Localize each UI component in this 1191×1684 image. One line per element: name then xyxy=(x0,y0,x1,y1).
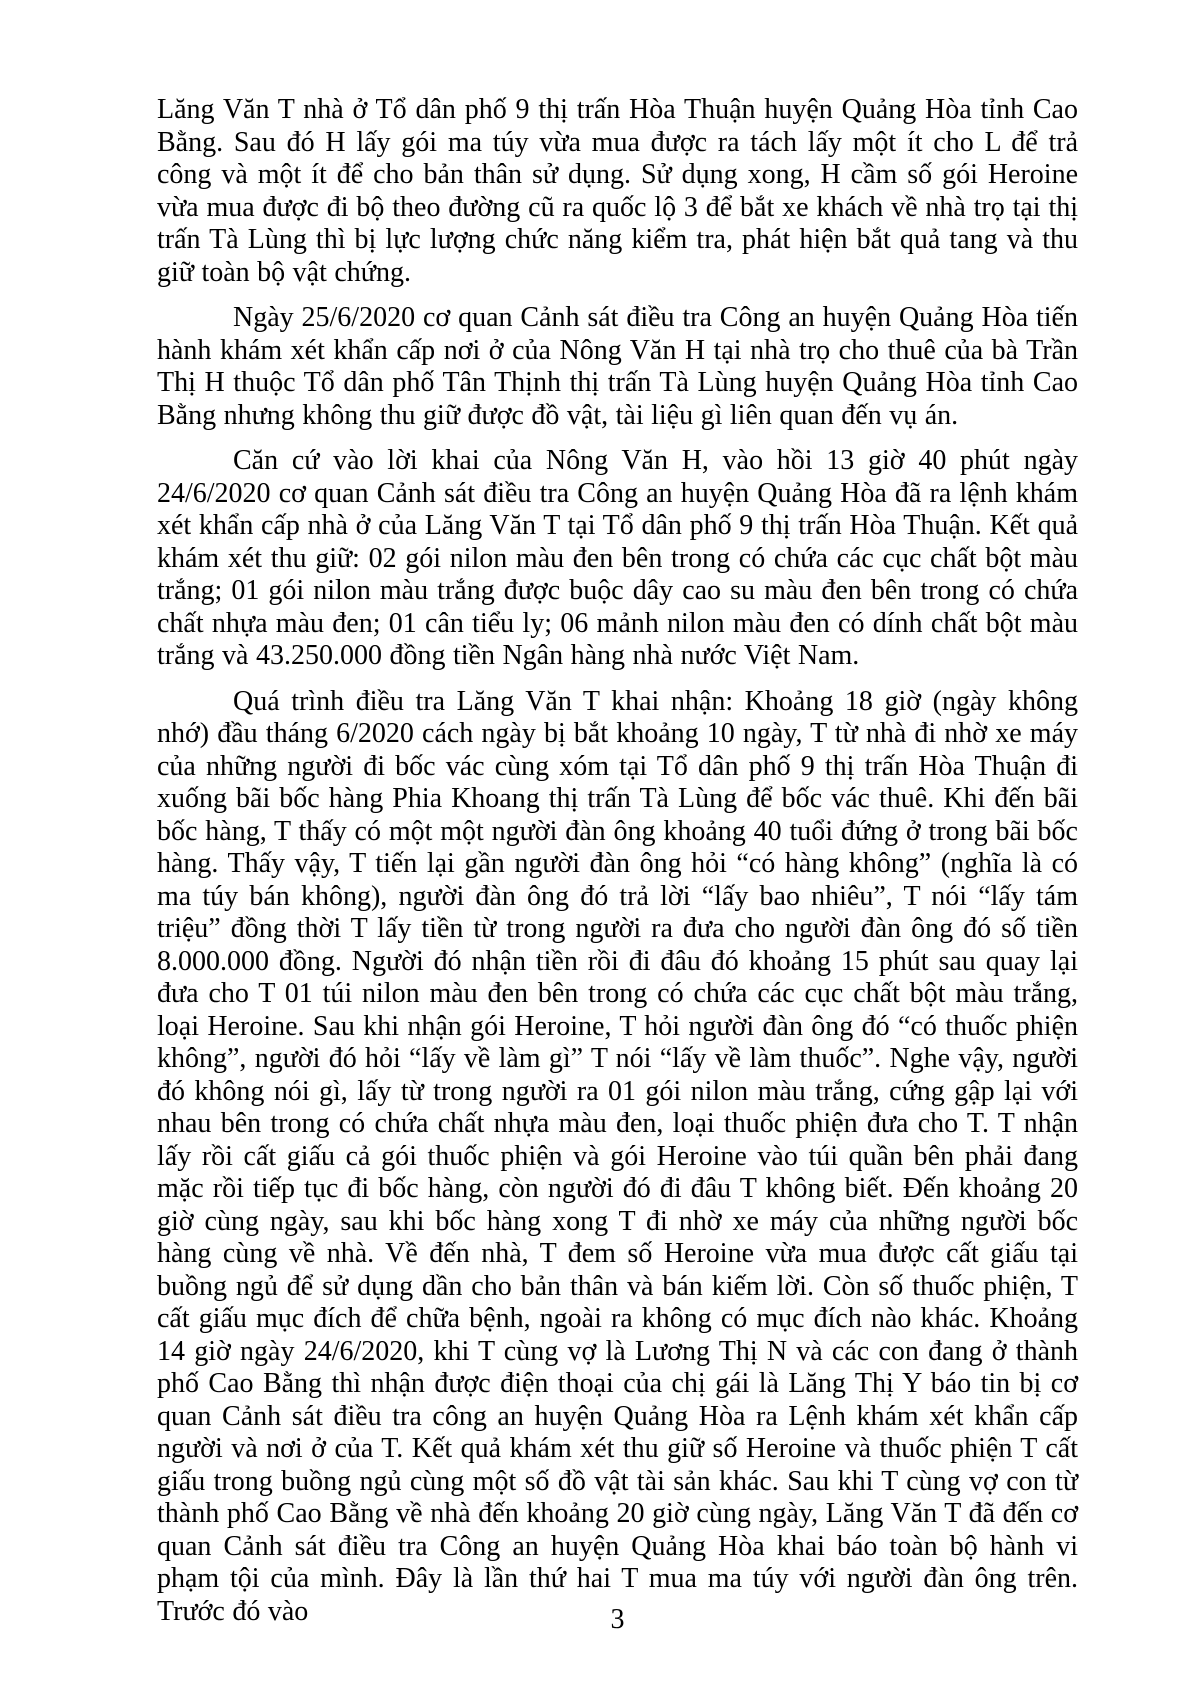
paragraph-search-warrant-result: Căn cứ vào lời khai của Nông Văn H, vào hồi 13 giờ 40 phút ngày 24/6/2020 cơ quan Cảnh sát điều tra Công an huyện Quảng Hòa đã ra lệnh khám xét khẩn cấp nhà ở của Lăng Văn T tại Tổ dân phố 9 thị trấn Hòa Thuận. Kết quả khám xét thu giữ: 02 gói nilon màu đen bên trong có chứa các cục chất bột màu trắng; 01 gói nilon màu trắng được buộc dây cao su màu đen bên trong có chứa chất nhựa màu đen; 01 cân tiểu ly; 06 mảnh nilon màu đen có dính chất bột màu trắng và 43.250.000 đồng tiền Ngân hàng nhà nước Việt Nam. xyxy=(157,445,1078,671)
paragraph-continuation: Lăng Văn T nhà ở Tổ dân phố 9 thị trấn Hòa Thuận huyện Quảng Hòa tỉnh Cao Bằng. Sau đó H lấy gói ma túy vừa mua được ra tách lấy một ít cho L để trả công và một ít để cho bản thân sử dụng. Sử dụng xong, H cầm số gói Heroine vừa mua được đi bộ theo đường cũ ra quốc lộ 3 để bắt xe khách về nhà trọ tại thị trấn Tà Lùng thì bị lực lượng chức năng kiểm tra, phát hiện bắt quả tang và thu giữ toàn bộ vật chứng. xyxy=(157,94,1078,288)
page-number: 3 xyxy=(610,1604,625,1635)
paragraph-confession: Quá trình điều tra Lăng Văn T khai nhận: Khoảng 18 giờ (ngày không nhớ) đầu tháng 6/2020 cách ngày bị bắt khoảng 10 ngày, T từ nhà đi nhờ xe máy của những người đi bốc vác cùng xóm tại Tổ dân phố 9 thị trấn Hòa Thuận đi xuống bãi bốc hàng Phia Khoang thị trấn Tà Lùng để bốc vác thuê. Khi đến bãi bốc hàng, T thấy có một một người đàn ông khoảng 40 tuổi đứng ở trong bãi bốc hàng. Thấy vậy, T tiến lại gần người đàn ông hỏi “có hàng không” (nghĩa là có ma túy bán không), người đàn ông đó trả lời “lấy bao nhiêu”, T nói “lấy tám triệu” đồng thời T lấy tiền từ trong người ra đưa cho người đàn ông đó số tiền 8.000.000 đồng. Người đó nhận tiền rồi đi đâu đó khoảng 15 phút sau quay lại đưa cho T 01 túi nilon màu đen bên trong có chứa các cục chất bột màu trắng, loại Heroine. Sau khi nhận gói Heroine, T hỏi người đàn ông đó “có thuốc phiện không”, người đó hỏi “lấy về làm gì” T nói “lấy về làm thuốc”. Nghe vậy, người đó không nói gì, lấy từ trong người ra 01 gói nilon màu trắng, cứng gập lại với nhau bên trong có chứa chất nhựa màu đen, loại thuốc phiện đưa cho T. T nhận lấy rồi cất giấu cả gói thuốc phiện và gói Heroine vào túi quần bên phải đang mặc rồi tiếp tục đi bốc hàng, còn người đó đi đâu T không biết. Đến khoảng 20 giờ cùng ngày, sau khi bốc hàng xong T đi nhờ xe máy của những người bốc hàng cùng về nhà. Về đến nhà, T đem số Heroine vừa mua được cất giấu tại buồng ngủ để sử dụng dần cho bản thân và bán kiếm lời. Còn số thuốc phiện, T cất giấu mục đích để chữa bệnh, ngoài ra không có mục đích nào khác. Khoảng 14 giờ ngày 24/6/2020, khi T cùng vợ là Lương Thị N và các con đang ở thành phố Cao Bằng thì nhận được điện thoại của chị gái là Lăng Thị Y báo tin bị cơ quan Cảnh sát điều tra công an huyện Quảng Hòa ra Lệnh khám xét khẩn cấp người và nơi ở của T. Kết quả khám xét thu giữ số Heroine và thuốc phiện T cất giấu trong buồng ngủ cùng một số đồ vật tài sản khác. Sau khi T cùng vợ con từ thành phố Cao Bằng về nhà đến khoảng 20 giờ cùng ngày, Lăng Văn T đã đến cơ quan Cảnh sát điều tra Công an huyện Quảng Hòa khai báo toàn bộ hành vi phạm tội của mình. Đây là lần thứ hai T mua ma túy với người đàn ông trên. Trước đó vào xyxy=(157,685,1078,1627)
document-body xyxy=(157,94,1078,1641)
page-footer xyxy=(157,1604,1078,1636)
paragraph-search-25-6-2020: Ngày 25/6/2020 cơ quan Cảnh sát điều tra Công an huyện Quảng Hòa tiến hành khám xét khẩn cấp nơi ở của Nông Văn H tại nhà trọ cho thuê của bà Trần Thị H thuộc Tổ dân phố Tân Thịnh thị trấn Tà Lùng huyện Quảng Hòa tỉnh Cao Bằng nhưng không thu giữ được đồ vật, tài liệu gì liên quan đến vụ án. xyxy=(157,302,1078,431)
